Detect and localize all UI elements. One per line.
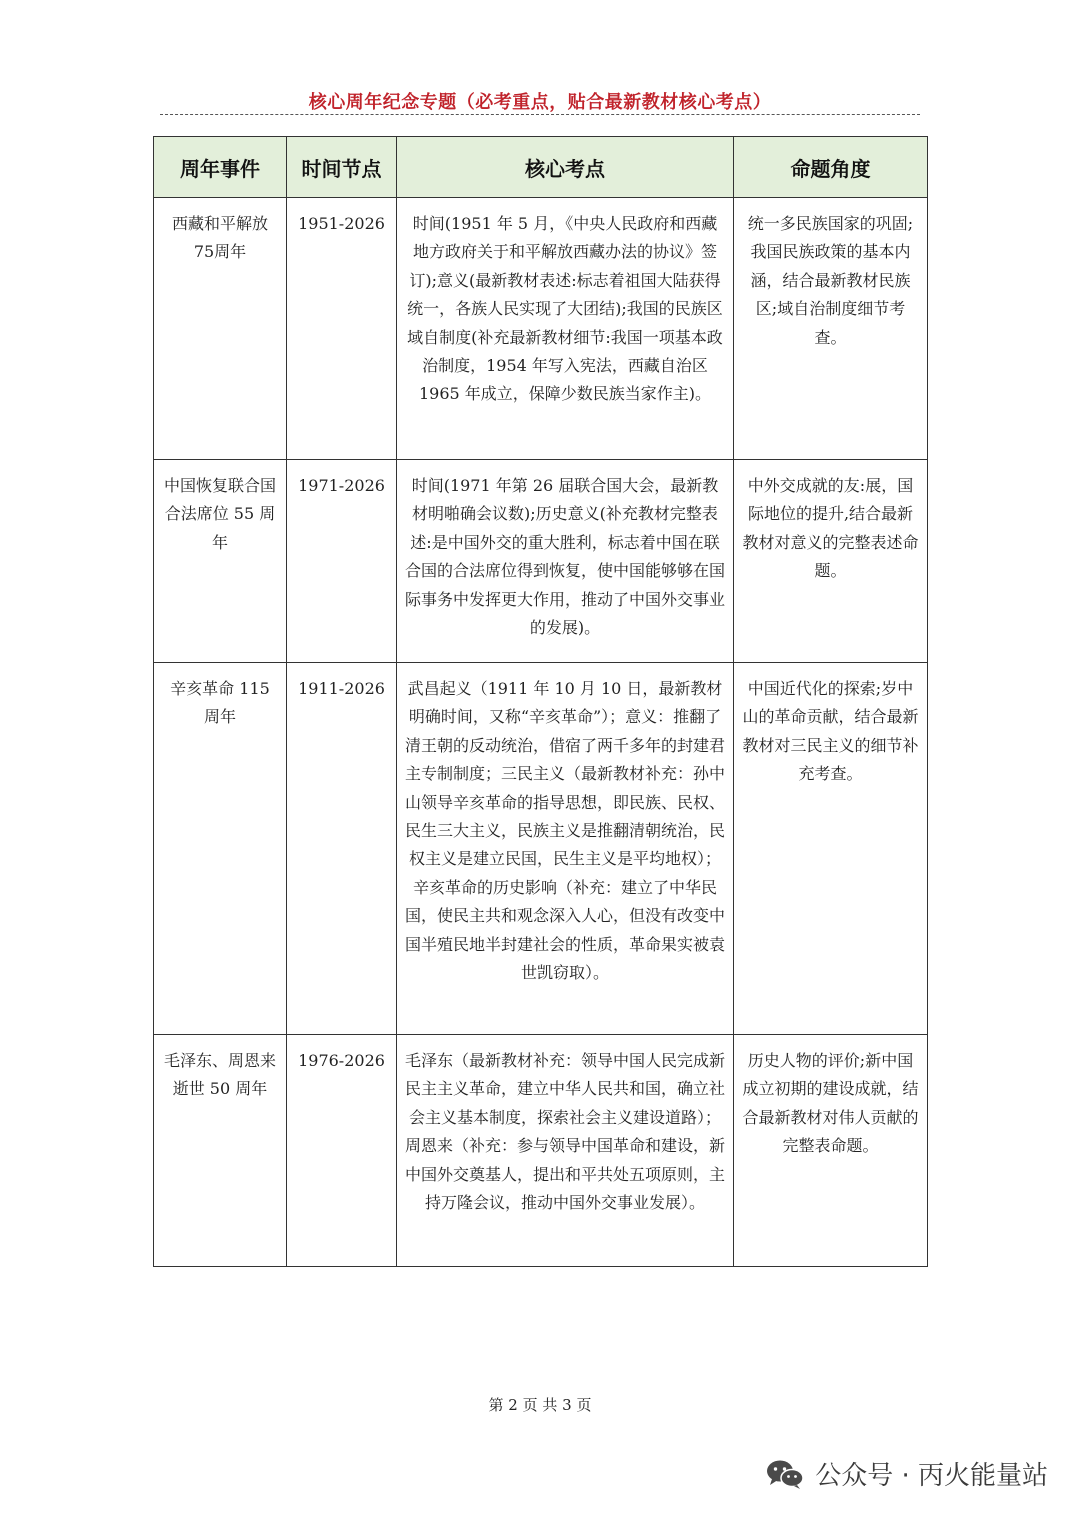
table-row <box>154 198 928 460</box>
column-header-event: 周年事件 <box>154 137 287 198</box>
page-title: 核心周年纪念专题（必考重点，贴合最新教材核心考点） <box>308 92 772 113</box>
cell-period: 1951-2026 <box>287 198 397 460</box>
cell-points: 毛泽东（最新教材补充：领导中国人民完成新民主主义革命，建立中华人民共和国，确立社会主义基本制度，探索社会主义建设道路）；周恩来（补充：参与领导中国革命和建设，新中国外交奠基人，提出和平共处五项原则，主持万隆会议，推动中国外交事业发展）。 <box>397 1035 734 1267</box>
cell-angle: 中外交成就的友:展，国际地位的提升,结合最新教材对意义的完整表述命题。 <box>734 460 928 663</box>
column-header-points: 核心考点 <box>397 137 734 198</box>
table-row <box>154 460 928 663</box>
cell-event: 西藏和平解放75周年 <box>154 198 287 460</box>
cell-event: 辛亥革命 115 周年 <box>154 663 287 1035</box>
anniversary-table <box>153 136 928 1267</box>
cell-points: 时间(1971 年第 26 届联合国大会，最新教材明啪确会议数);历史意义(补充教材完整表述:是中国外交的重大胜利，标志着中国在联合国的合法席位得到恢复，使中国能够够在国际事务中发挥更大作用，推动了中国外交事业的发展)。 <box>397 460 734 663</box>
page-number: 第 2 页 共 3 页 <box>488 1396 592 1414</box>
column-header-angle: 命题角度 <box>734 137 928 198</box>
watermark <box>765 1455 1048 1492</box>
table-row <box>154 663 928 1035</box>
cell-event: 中国恢复联合国合法席位 55 周年 <box>154 460 287 663</box>
header-divider <box>160 114 920 115</box>
cell-period: 1976-2026 <box>287 1035 397 1267</box>
cell-period: 1971-2026 <box>287 460 397 663</box>
cell-event: 毛泽东、周恩来逝世 50 周年 <box>154 1035 287 1267</box>
column-header-period: 时间节点 <box>287 137 397 198</box>
cell-points: 时间(1951 年 5 月，《中央人民政府和西藏地方政府关于和平解放西藏办法的协议》签订);意义(最新教材表述:标志着祖国大陆获得统一，各族人民实现了大团结);我国的民族区域自制度(补充最新教材细节:我国一项基本政治制度，1954 年写入宪法，西藏自治区 1965 年成立，保障少数民族当家作主)。 <box>397 198 734 460</box>
wechat-icon <box>765 1458 805 1490</box>
cell-angle: 中国近代化的探索;岁中山的革命贡献，结合最新教材对三民主义的细节补充考查。 <box>734 663 928 1035</box>
watermark-text: 公众号 · 丙火能量站 <box>815 1461 1048 1491</box>
table-header-row <box>154 137 928 198</box>
cell-points: 武昌起义（1911 年 10 月 10 日，最新教材明确时间，又称“辛亥革命”）；意义：推翻了清王朝的反动统治，借宿了两千多年的封建君主专制制度；三民主义（最新教材补充：孙中山领导辛亥革命的指导思想，即民族、民权、民生三大主义，民族主义是推翻清朝统治，民权主义是建立民国，民生主义是平均地权）；辛亥革命的历史影响（补充：建立了中华民国，使民主共和观念深入人心，但没有改变中国半殖民地半封建社会的性质，革命果实被袁世凯窃取）。 <box>397 663 734 1035</box>
table-row <box>154 1035 928 1267</box>
cell-angle: 历史人物的评价;新中国成立初期的建设成就，结合最新教材对伟人贡献的完整表命题。 <box>734 1035 928 1267</box>
cell-period: 1911-2026 <box>287 663 397 1035</box>
cell-angle: 统一多民族国家的巩固;我国民族政策的基本内涵，结合最新教材民族区;域自治制度细节考查。 <box>734 198 928 460</box>
